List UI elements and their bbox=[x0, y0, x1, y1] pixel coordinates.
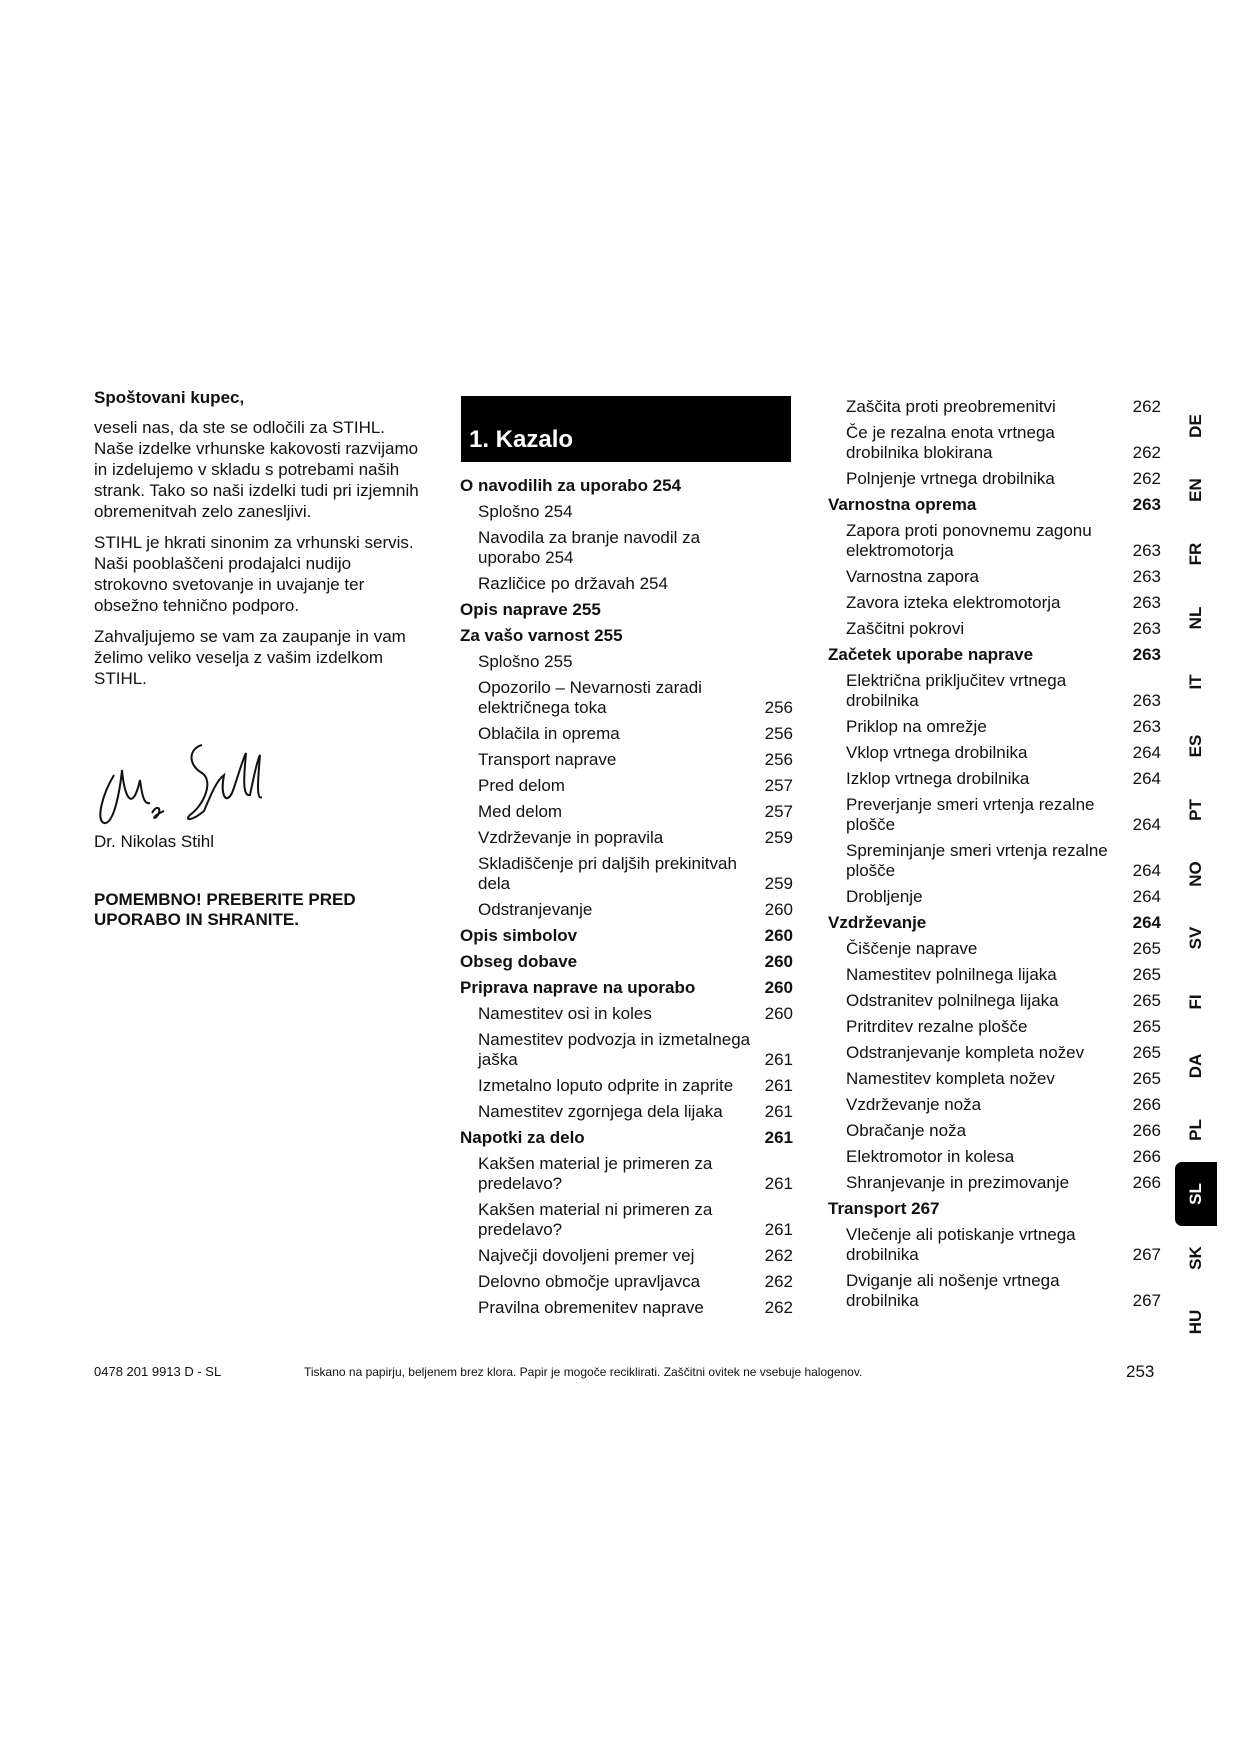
toc-entry-title: Namestitev polnilnega lijaka bbox=[846, 965, 1057, 984]
toc-entry[interactable] bbox=[828, 884, 1161, 910]
language-tab-label: PT bbox=[1186, 799, 1205, 821]
toc-entry-title: Namestitev podvozja in izmetalnega jaška bbox=[478, 1030, 751, 1069]
toc-entry-page: 262 bbox=[1132, 443, 1161, 462]
toc-entry[interactable] bbox=[460, 1243, 793, 1269]
toc-entry-title: Opis simbolov bbox=[460, 926, 578, 945]
toc-entry-title: Spreminjanje smeri vrtenja rezalne plošče bbox=[846, 841, 1108, 880]
toc-entry-title: Splošno 254 bbox=[478, 502, 573, 521]
toc-entry-title: Polnjenje vrtnega drobilnika bbox=[846, 469, 1055, 488]
toc-entry-title: Električna priključitev vrtnega drobilnika bbox=[846, 671, 1067, 710]
toc-entry-title: Skladiščenje pri daljših prekinitvah dela bbox=[478, 854, 737, 893]
toc-entry-title: Pred delom bbox=[478, 776, 565, 795]
toc-entry-title: Opozorilo – Nevarnosti zaradi električnega toka bbox=[478, 678, 702, 717]
toc-entry[interactable] bbox=[460, 1073, 793, 1099]
language-tab-no[interactable] bbox=[1175, 842, 1217, 906]
toc-title-box bbox=[461, 396, 791, 462]
toc-entry[interactable] bbox=[460, 825, 793, 851]
document-code: 0478 201 9913 D - SL bbox=[94, 1364, 222, 1379]
language-tab-sv[interactable] bbox=[1175, 906, 1217, 970]
toc-entry-title: Namestitev kompleta nožev bbox=[846, 1069, 1055, 1088]
toc-entry-title: Napotki za delo bbox=[460, 1128, 585, 1147]
toc-section-entry[interactable] bbox=[828, 642, 1161, 668]
toc-entry-page: 265 bbox=[1132, 1017, 1161, 1036]
toc-entry-title: Kakšen material ni primeren za predelavo? bbox=[478, 1200, 713, 1239]
toc-entry[interactable] bbox=[828, 420, 1161, 466]
toc-section-entry[interactable] bbox=[460, 597, 793, 623]
toc-entry[interactable] bbox=[828, 590, 1161, 616]
toc-entry-title: Varnostna zapora bbox=[846, 567, 979, 586]
toc-entry[interactable] bbox=[828, 988, 1161, 1014]
toc-entry[interactable] bbox=[460, 1269, 793, 1295]
toc-entry-title: Zaščitni pokrovi bbox=[846, 619, 965, 638]
toc-entry-title: Zaščita proti preobremenitvi bbox=[846, 397, 1056, 416]
toc-entry[interactable] bbox=[828, 1014, 1161, 1040]
toc-entry-page: 264 bbox=[1132, 913, 1161, 932]
toc-entry[interactable] bbox=[460, 1001, 793, 1027]
toc-entry-page: 259 bbox=[764, 874, 793, 893]
language-tab-nl[interactable] bbox=[1175, 586, 1217, 650]
toc-entry-title: Različice po državah 254 bbox=[478, 574, 668, 593]
language-tab-de[interactable] bbox=[1175, 394, 1217, 458]
letter-paragraph-1: veseli nas, da ste se odločili za STIHL. Naše izdelke vrhunske kakovosti razvijamo in izdelujemo v skladu s potrebami naših strank. Tako so naši izdelki tudi pri izjemnih obremenitvah zelo zanesljivi. bbox=[94, 418, 419, 521]
toc-entry[interactable] bbox=[460, 747, 793, 773]
toc-entry-page: 257 bbox=[764, 802, 793, 821]
language-tab-label: EN bbox=[1186, 478, 1205, 502]
toc-section-entry[interactable] bbox=[460, 923, 793, 949]
toc-entry-page: 261 bbox=[764, 1174, 793, 1193]
toc-entry-title: Opis naprave 255 bbox=[460, 600, 601, 619]
toc-entry-title: Izklop vrtnega drobilnika bbox=[846, 769, 1030, 788]
toc-entry[interactable] bbox=[828, 1144, 1161, 1170]
toc-entry-title: Odstranitev polnilnega lijaka bbox=[846, 991, 1059, 1010]
signer-name: Dr. Nikolas Stihl bbox=[94, 832, 214, 851]
toc-section-entry[interactable] bbox=[460, 473, 793, 499]
toc-entry-title: Odstranjevanje bbox=[478, 900, 593, 919]
toc-entry[interactable] bbox=[828, 394, 1161, 420]
toc-entry[interactable] bbox=[828, 792, 1161, 838]
letter-greeting: Spoštovani kupec, bbox=[94, 388, 245, 407]
toc-entry-title: Shranjevanje in prezimovanje bbox=[846, 1173, 1070, 1192]
toc-entry-page: 259 bbox=[764, 828, 793, 847]
toc-entry-page: 267 bbox=[1132, 1245, 1161, 1264]
toc-entry-page: 256 bbox=[764, 750, 793, 769]
toc-entry[interactable] bbox=[460, 773, 793, 799]
important-notice: POMEMBNO! PREBERITE PRED UPORABO IN SHRANITE. bbox=[94, 890, 356, 929]
language-tab-fi[interactable] bbox=[1175, 970, 1217, 1034]
toc-entry-page: 261 bbox=[764, 1128, 793, 1147]
toc-entry[interactable] bbox=[828, 962, 1161, 988]
language-tab-label: FR bbox=[1186, 542, 1205, 566]
toc-entry-page: 260 bbox=[764, 952, 793, 971]
toc-entry-page: 265 bbox=[1132, 1043, 1161, 1062]
toc-entry[interactable] bbox=[460, 721, 793, 747]
language-tab-label: SV bbox=[1186, 926, 1205, 950]
toc-entry-title: Oblačila in oprema bbox=[478, 724, 620, 743]
toc-entry-page: 256 bbox=[764, 698, 793, 717]
toc-entry-page: 263 bbox=[1132, 645, 1161, 664]
toc-entry[interactable] bbox=[828, 838, 1161, 884]
language-tab-label: IT bbox=[1186, 674, 1205, 690]
intro-letter bbox=[94, 387, 424, 699]
toc-entry-page: 257 bbox=[764, 776, 793, 795]
toc-entry-title: Namestitev zgornjega dela lijaka bbox=[478, 1102, 723, 1121]
toc-entry-title: Vzdrževanje noža bbox=[846, 1095, 982, 1114]
toc-entry-title: Zavora izteka elektromotorja bbox=[846, 593, 1061, 612]
toc-title: 1. Kazalo bbox=[469, 426, 574, 453]
page-number: 253 bbox=[1126, 1362, 1155, 1381]
letter-paragraph-3: Zahvaljujemo se vam za zaupanje in vam želimo veliko veselja z vašim izdelkom STIHL. bbox=[94, 627, 406, 688]
language-tab-label: HU bbox=[1186, 1309, 1205, 1335]
language-tab-label: DA bbox=[1186, 1053, 1205, 1079]
toc-entry-title: Če je rezalna enota vrtnega drobilnika blokirana bbox=[846, 423, 1055, 462]
toc-entry-page: 262 bbox=[1132, 397, 1161, 416]
toc-entry-title: Dviganje ali nošenje vrtnega drobilnika bbox=[846, 1271, 1060, 1310]
toc-section-entry[interactable] bbox=[460, 623, 793, 649]
toc-entry[interactable] bbox=[460, 799, 793, 825]
language-tab-label: PL bbox=[1186, 1119, 1205, 1141]
toc-entry[interactable] bbox=[828, 1066, 1161, 1092]
toc-entry-title: Vlečenje ali potiskanje vrtnega drobilnika bbox=[846, 1225, 1076, 1264]
toc-entry-title: Vzdrževanje bbox=[828, 913, 927, 932]
language-tab-sk[interactable] bbox=[1175, 1226, 1217, 1290]
language-tab-label: FI bbox=[1186, 994, 1205, 1010]
print-note: Tiskano na papirju, beljenem brez klora. Papir je mogoče reciklirati. Zaščitni ovitek ne vsebuje halogenov. bbox=[304, 1365, 863, 1379]
toc-entry[interactable] bbox=[460, 1295, 793, 1321]
toc-entry-title: Drobljenje bbox=[846, 887, 923, 906]
toc-entry-page: 265 bbox=[1132, 991, 1161, 1010]
toc-entry[interactable] bbox=[828, 564, 1161, 590]
toc-entry-page: 266 bbox=[1132, 1095, 1161, 1114]
toc-entry-title: Pravilna obremenitev naprave bbox=[478, 1298, 704, 1317]
letter-paragraph-2: STIHL je hkrati sinonim za vrhunski servis. Naši pooblaščeni prodajalci nudijo strokovno svetovanje in uvajanje ter obsežno tehnično podporo. bbox=[94, 533, 414, 615]
language-tab-da[interactable] bbox=[1175, 1034, 1217, 1098]
toc-entry-page: 266 bbox=[1132, 1147, 1161, 1166]
toc-entry[interactable] bbox=[828, 1040, 1161, 1066]
toc-entry[interactable] bbox=[828, 740, 1161, 766]
toc-entry-title: Med delom bbox=[478, 802, 563, 821]
language-tab-sl[interactable] bbox=[1175, 1162, 1217, 1226]
toc-entry[interactable] bbox=[828, 1092, 1161, 1118]
toc-entry-title: Za vašo varnost 255 bbox=[460, 626, 623, 645]
toc-entry-title: Obračanje noža bbox=[846, 1121, 967, 1140]
toc-entry-title: Transport 267 bbox=[828, 1199, 940, 1218]
toc-entry-page: 266 bbox=[1132, 1121, 1161, 1140]
toc-entry[interactable] bbox=[460, 675, 793, 721]
toc-entry-title: Priklop na omrežje bbox=[846, 717, 987, 736]
toc-entry-page: 261 bbox=[764, 1102, 793, 1121]
toc-entry[interactable] bbox=[828, 668, 1161, 714]
toc-entry[interactable] bbox=[828, 1268, 1161, 1314]
language-tabs bbox=[1175, 394, 1217, 1354]
toc-entry-title: Začetek uporabe naprave bbox=[828, 645, 1034, 664]
toc-entry-page: 260 bbox=[764, 978, 793, 997]
toc-entry-page: 265 bbox=[1132, 1069, 1161, 1088]
toc-section-entry[interactable] bbox=[828, 910, 1161, 936]
toc-section-entry[interactable] bbox=[828, 492, 1161, 518]
toc-entry-page: 266 bbox=[1132, 1173, 1161, 1192]
toc-entry-title: Navodila za branje navodil za uporabo 254 bbox=[478, 528, 701, 567]
toc-entry-title: Transport naprave bbox=[478, 750, 617, 769]
toc-entry-page: 264 bbox=[1132, 815, 1161, 834]
toc-entry[interactable] bbox=[460, 897, 793, 923]
toc-entry[interactable] bbox=[460, 649, 793, 675]
toc-entry-page: 264 bbox=[1132, 769, 1161, 788]
toc-entry-page: 263 bbox=[1132, 619, 1161, 638]
toc-entry-page: 267 bbox=[1132, 1291, 1161, 1310]
toc-entry-page: 261 bbox=[764, 1076, 793, 1095]
toc-section-entry[interactable] bbox=[460, 975, 793, 1001]
toc-entry-page: 264 bbox=[1132, 861, 1161, 880]
toc-entry-page: 263 bbox=[1132, 567, 1161, 586]
toc-section-entry[interactable] bbox=[828, 1196, 1161, 1222]
toc-entry-page: 263 bbox=[1132, 495, 1161, 514]
language-tab-label: ES bbox=[1186, 734, 1205, 758]
toc-entry-page: 263 bbox=[1132, 593, 1161, 612]
toc-entry[interactable] bbox=[460, 525, 793, 571]
toc-entry[interactable] bbox=[828, 936, 1161, 962]
toc-entry[interactable] bbox=[828, 1222, 1161, 1268]
toc-entry[interactable] bbox=[828, 466, 1161, 492]
toc-entry-page: 265 bbox=[1132, 939, 1161, 958]
toc-entry-title: Preverjanje smeri vrtenja rezalne plošče bbox=[846, 795, 1095, 834]
toc-entry-title: Vzdrževanje in popravila bbox=[478, 828, 664, 847]
toc-column-middle bbox=[460, 473, 793, 1321]
toc-entry-page: 264 bbox=[1132, 887, 1161, 906]
toc-entry-page: 256 bbox=[764, 724, 793, 743]
toc-entry[interactable] bbox=[460, 499, 793, 525]
toc-entry-title: Največji dovoljeni premer vej bbox=[478, 1246, 695, 1265]
toc-entry-title: Vklop vrtnega drobilnika bbox=[846, 743, 1028, 762]
toc-entry-title: Pritrditev rezalne plošče bbox=[846, 1017, 1028, 1036]
language-tab-it[interactable] bbox=[1175, 650, 1217, 714]
toc-entry[interactable] bbox=[828, 766, 1161, 792]
toc-entry-page: 261 bbox=[764, 1050, 793, 1069]
toc-entry-page: 262 bbox=[764, 1272, 793, 1291]
toc-entry-title: Elektromotor in kolesa bbox=[846, 1147, 1015, 1166]
toc-entry-title: Čiščenje naprave bbox=[846, 939, 978, 958]
language-tab-es[interactable] bbox=[1175, 714, 1217, 778]
toc-entry-title: Varnostna oprema bbox=[828, 495, 977, 514]
toc-entry-title: Splošno 255 bbox=[478, 652, 573, 671]
toc-section-entry[interactable] bbox=[460, 1125, 793, 1151]
toc-entry[interactable] bbox=[828, 714, 1161, 740]
toc-entry[interactable] bbox=[828, 518, 1161, 564]
language-tab-pt[interactable] bbox=[1175, 778, 1217, 842]
toc-entry-page: 265 bbox=[1132, 965, 1161, 984]
signature-image bbox=[92, 735, 262, 830]
language-tab-en[interactable] bbox=[1175, 458, 1217, 522]
toc-entry[interactable] bbox=[460, 1151, 793, 1197]
toc-entry[interactable] bbox=[460, 571, 793, 597]
toc-entry[interactable] bbox=[460, 851, 793, 897]
toc-entry-title: Zapora proti ponovnemu zagonu elektromotorja bbox=[846, 521, 1092, 560]
language-tab-fr[interactable] bbox=[1175, 522, 1217, 586]
toc-entry-page: 262 bbox=[764, 1246, 793, 1265]
language-tab-label: NO bbox=[1186, 861, 1205, 887]
toc-column-right bbox=[828, 394, 1161, 1314]
toc-entry-title: Obseg dobave bbox=[460, 952, 578, 971]
language-tab-label: NL bbox=[1186, 606, 1205, 630]
language-tab-label: DE bbox=[1186, 414, 1205, 438]
toc-section-entry[interactable] bbox=[460, 949, 793, 975]
toc-entry-page: 260 bbox=[764, 1004, 793, 1023]
toc-entry[interactable] bbox=[828, 1170, 1161, 1196]
toc-entry[interactable] bbox=[460, 1027, 793, 1073]
toc-entry-page: 264 bbox=[1132, 743, 1161, 762]
toc-entry-page: 260 bbox=[764, 926, 793, 945]
toc-entry[interactable] bbox=[828, 1118, 1161, 1144]
toc-entry-title: Namestitev osi in koles bbox=[478, 1004, 652, 1023]
language-tab-label: SL bbox=[1186, 1183, 1205, 1205]
language-tab-label: SK bbox=[1186, 1246, 1205, 1270]
toc-entry-page: 260 bbox=[764, 900, 793, 919]
toc-entry-title: Izmetalno loputo odprite in zaprite bbox=[478, 1076, 734, 1095]
toc-entry-title: Kakšen material je primeren za predelavo? bbox=[478, 1154, 713, 1193]
toc-entry-title: Priprava naprave na uporabo bbox=[460, 978, 696, 997]
toc-entry[interactable] bbox=[460, 1099, 793, 1125]
language-tab-hu[interactable] bbox=[1175, 1290, 1217, 1354]
toc-entry-page: 263 bbox=[1132, 691, 1161, 710]
language-tab-pl[interactable] bbox=[1175, 1098, 1217, 1162]
toc-entry-title: Delovno območje upravljavca bbox=[478, 1272, 701, 1291]
toc-entry-title: O navodilih za uporabo 254 bbox=[460, 476, 682, 495]
toc-entry-page: 263 bbox=[1132, 541, 1161, 560]
toc-entry-title: Odstranjevanje kompleta nožev bbox=[846, 1043, 1085, 1062]
toc-entry-page: 263 bbox=[1132, 717, 1161, 736]
toc-entry[interactable] bbox=[460, 1197, 793, 1243]
toc-entry-page: 262 bbox=[764, 1298, 793, 1317]
toc-entry[interactable] bbox=[828, 616, 1161, 642]
toc-entry-page: 261 bbox=[764, 1220, 793, 1239]
toc-entry-page: 262 bbox=[1132, 469, 1161, 488]
